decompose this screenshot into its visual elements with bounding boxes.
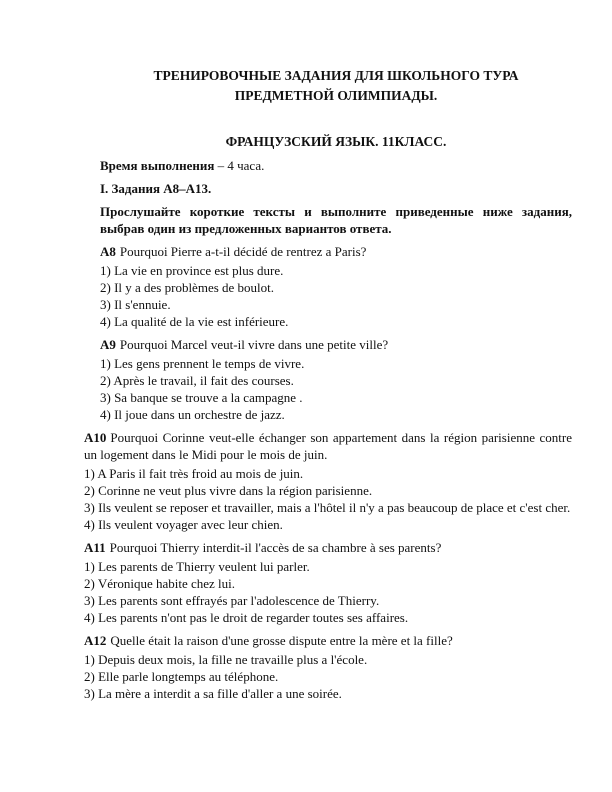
answer-option: 3) Sa banque se trouve a la campagne . bbox=[100, 390, 303, 405]
answer-option: 2) Véronique habite chez lui. bbox=[84, 576, 236, 591]
question bbox=[100, 336, 572, 353]
answer-option: 2) Il y a des problèmes de boulot. bbox=[100, 280, 275, 295]
question-text: Pourquoi Pierre a-t-il décidé de rentrez a Paris? bbox=[119, 244, 367, 259]
time-line bbox=[100, 157, 572, 175]
question bbox=[100, 243, 572, 260]
answer-option: 4) La qualité de la vie est inférieure. bbox=[100, 314, 289, 329]
question-number: А11 bbox=[84, 540, 106, 555]
answer-option: 2) Elle parle longtemps au téléphone. bbox=[84, 669, 279, 684]
question-text: Pourquoi Thierry interdit-il l'accès de sa chambre à ses parents? bbox=[109, 540, 442, 555]
question-number: А9 bbox=[100, 337, 116, 352]
questions-list bbox=[84, 243, 572, 702]
question-number: А10 bbox=[84, 430, 107, 445]
answer-option: 4) Ils veulent voyager avec leur chien. bbox=[84, 517, 283, 532]
time-value: – 4 часа. bbox=[214, 158, 265, 173]
time-label: Время выполнения bbox=[100, 158, 215, 173]
answer-option: 4) Les parents n'ont pas le droit de regarder toutes ses affaires. bbox=[84, 610, 409, 625]
section-title: I. Задания А8–А13. bbox=[100, 181, 212, 196]
answer-option: 1) Les gens prennent le temps de vivre. bbox=[100, 356, 305, 371]
document-title-line-1: ТРЕНИРОВОЧНЫЕ ЗАДАНИЯ ДЛЯ ШКОЛЬНОГО ТУРА bbox=[153, 68, 519, 83]
answer-option: 1) La vie en province est plus dure. bbox=[100, 263, 284, 278]
question-number: А8 bbox=[100, 244, 116, 259]
section-instruction: Прослушайте короткие тексты и выполните приведенные ниже задания, выбрав один из предложенных вариантов ответа. bbox=[100, 204, 572, 236]
question bbox=[84, 632, 572, 649]
question-text: Pourquoi Marcel veut-il vivre dans une petite ville? bbox=[119, 337, 389, 352]
question-text: Quelle était la raison d'une grosse dispute entre la mère et la fille? bbox=[110, 633, 453, 648]
answer-option: 1) Les parents de Thierry veulent lui parler. bbox=[84, 559, 310, 574]
answer-option: 2) Après le travail, il fait des courses. bbox=[100, 373, 294, 388]
answer-option: 3) Les parents sont effrayés par l'adolescence de Thierry. bbox=[84, 593, 380, 608]
answer-option: 1) A Paris il fait très froid au mois de juin. bbox=[84, 466, 304, 481]
document-title-line-2: ПРЕДМЕТНОЙ ОЛИМПИАДЫ. bbox=[234, 88, 438, 103]
question-number: А12 bbox=[84, 633, 107, 648]
answer-option: 4) Il joue dans un orchestre de jazz. bbox=[100, 407, 285, 422]
question bbox=[84, 539, 572, 556]
answer-option: 1) Depuis deux mois, la fille ne travaille plus a l'école. bbox=[84, 652, 368, 667]
answer-option: 3) La mère a interdit a sa fille d'aller a une soirée. bbox=[84, 686, 342, 701]
answer-option: 3) Ils veulent se reposer et travailler, mais a l'hôtel il n'y a pas beaucoup de place et c'est cher. bbox=[84, 500, 571, 515]
question-text: Pourquoi Corinne veut-elle échanger son appartement dans la région parisienne contre un logement dans le Midi pour le mois de juin. bbox=[84, 430, 572, 462]
answer-option: 3) Il s'ennuie. bbox=[100, 297, 171, 312]
subject-heading: ФРАНЦУЗСКИЙ ЯЗЫК. 11КЛАСС. bbox=[225, 134, 447, 149]
question bbox=[84, 429, 572, 463]
document-page bbox=[84, 66, 572, 702]
answer-option: 2) Corinne ne veut plus vivre dans la région parisienne. bbox=[84, 483, 373, 498]
